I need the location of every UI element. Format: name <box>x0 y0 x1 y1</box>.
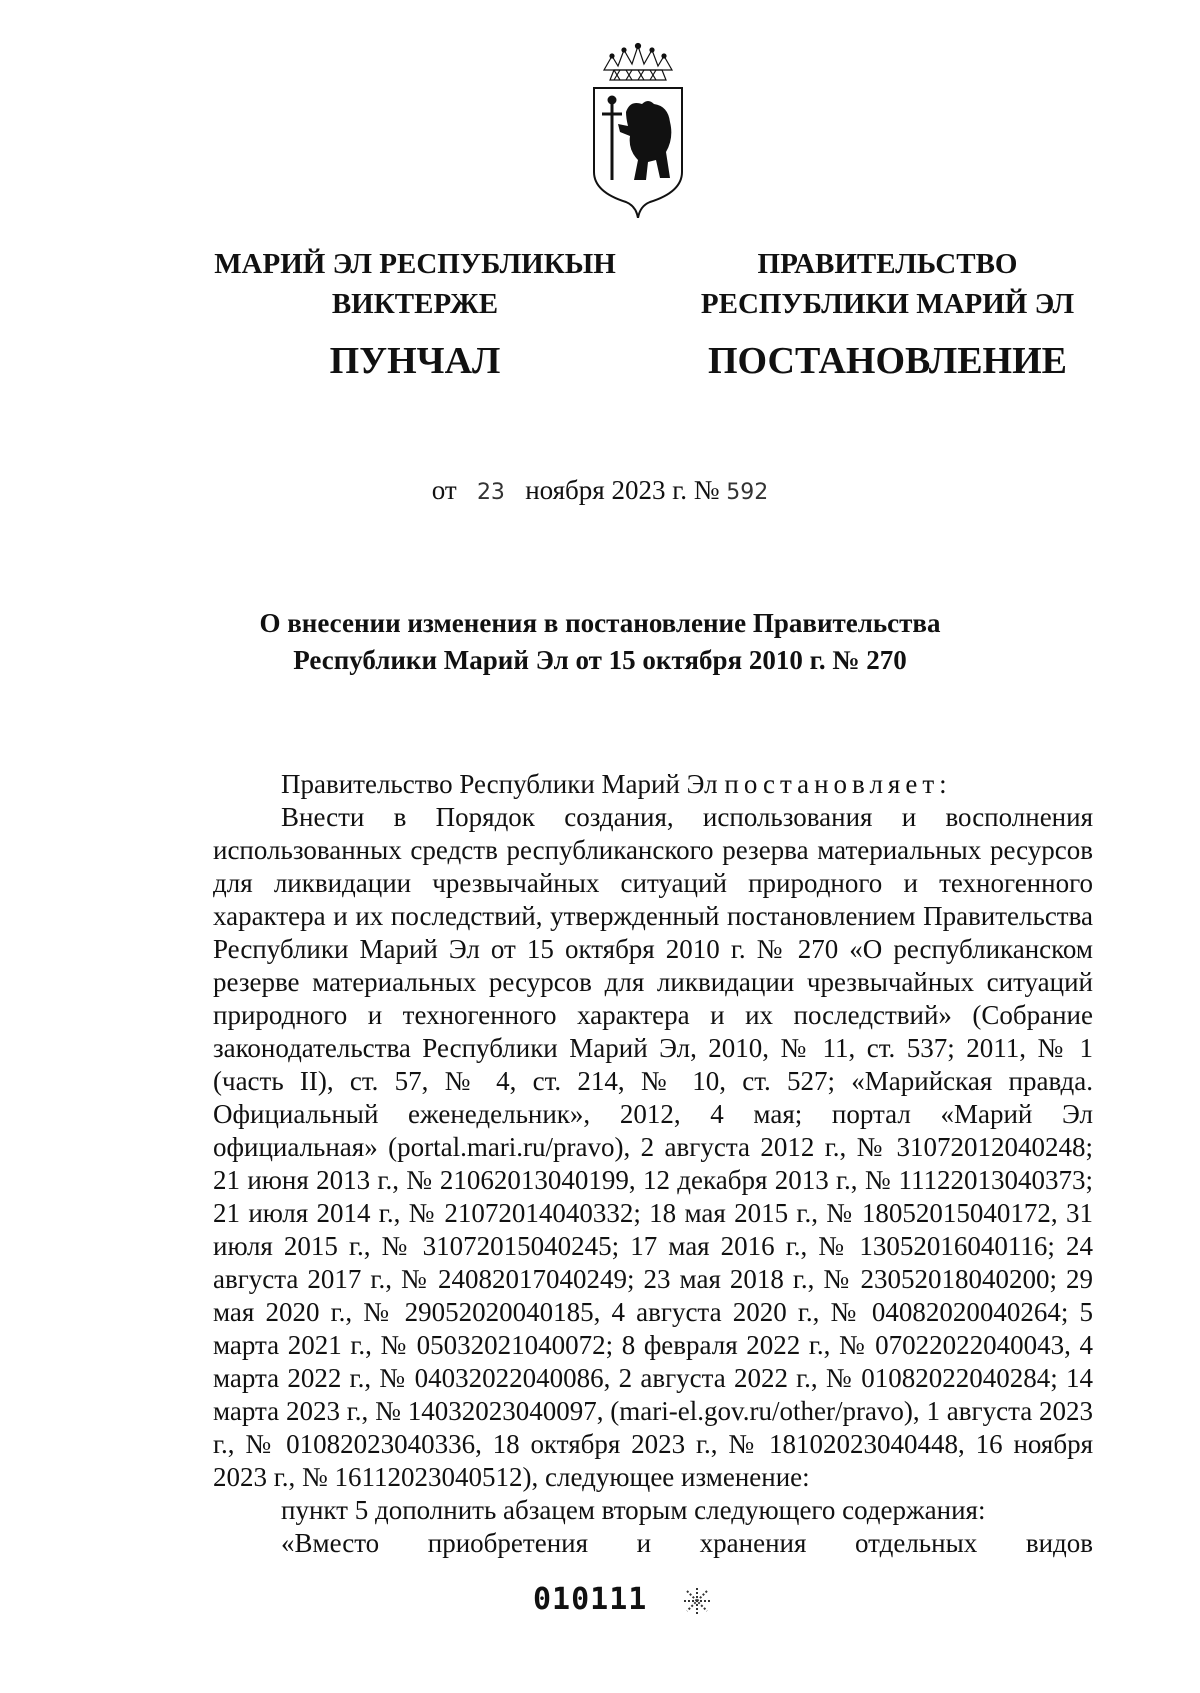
header-right-doc-type: ПОСТАНОВЛЕНИЕ <box>707 340 1068 382</box>
date-day: 23 <box>476 480 505 505</box>
document-body <box>213 768 1093 1560</box>
footer-code: 010111 <box>533 1582 648 1617</box>
header-left-line2: ВИКТЕРЖЕ <box>331 288 499 320</box>
date-prefix: от <box>431 475 457 505</box>
coat-of-arms-icon <box>590 42 686 218</box>
item-paragraph: пункт 5 дополнить абзацем вторым следующего содержания: <box>281 1495 986 1525</box>
asterisk-mark-icon <box>682 1586 712 1616</box>
main-paragraph: Внести в Порядок создания, использования и восполнения использованных средств республиканского резерва материальных ресурсов для ликвидации чрезвычайных ситуаций природного и техногенного характера и их последствий, утвержденный постановлением Правительства Республики Марий Эл от 15 октября 2010 г. № 270 «О республиканском резерве материальных ресурсов для ликвидации чрезвычайных ситуаций природного и техногенного характера и их последствий» (Собрание законодательства Республики Марий Эл, 2010, № 11, ст. 537; 2011, № 1 (часть II), ст. 57, № 4, ст. 214, № 10, ст. 527; «Марийская правда. Официальный еженедельник», 2012, 4 мая; портал «Марий Эл официальная» (portal.mari.ru/pravo), 2 августа 2012 г., № 31072012040248; 21 июня 2013 г., № 21062013040199, 12 декабря 2013 г., № 11122013040373; 21 июля 2014 г., № 21072014040332; 18 мая 2015 г., № 18052015040172, 31 июля 2015 г., № 31072015040245; 17 мая 2016 г., № 13052016040116; 24 августа 2017 г., № 24082017040249; 23 мая 2018 г., № 23052018040200; 29 мая 2020 г., № 29052020040185, 4 августа 2020 г., № 04082020040264; 5 марта 2021 г., № 05032021040072; 8 февраля 2022 г., № 07022022040043, 4 марта 2022 г., № 04032022040086, 2 августа 2022 г., № 01082022040284; 14 марта 2023 г., № 14032023040097, (mari-el.gov.ru/other/pravo), 1 августа 2023 г., № 01082023040336, 18 октября 2023 г., № 18102023040448, 16 ноября 2023 г., № 16112023040512), следующее изменение: <box>213 802 1093 1492</box>
header-right-line1: ПРАВИТЕЛЬСТВО <box>757 248 1018 280</box>
header-left-doc-type: ПУНЧАЛ <box>329 340 501 382</box>
header-right-line2: РЕСПУБЛИКИ МАРИЙ ЭЛ <box>700 288 1075 320</box>
quote-start-paragraph: «Вместо приобретения и хранения отдельных видов <box>281 1528 1093 1558</box>
title-line2: Республики Марий Эл от 15 октября 2010 г. № 270 <box>293 645 907 675</box>
document-title <box>160 605 1040 679</box>
title-line1: О внесении изменения в постановление Правительства <box>259 608 941 638</box>
intro-verb: постановляет: <box>724 769 952 799</box>
document-number: 592 <box>726 480 769 505</box>
header-left <box>195 244 635 384</box>
header-left-line1: МАРИЙ ЭЛ РЕСПУБЛИКЫН <box>214 248 616 280</box>
header-right <box>690 244 1085 384</box>
intro-paragraph <box>213 768 1093 801</box>
date-line <box>0 475 1200 506</box>
date-month-year: ноября 2023 г. № <box>525 475 720 505</box>
intro-prefix: Правительство Республики Марий Эл <box>281 769 718 799</box>
